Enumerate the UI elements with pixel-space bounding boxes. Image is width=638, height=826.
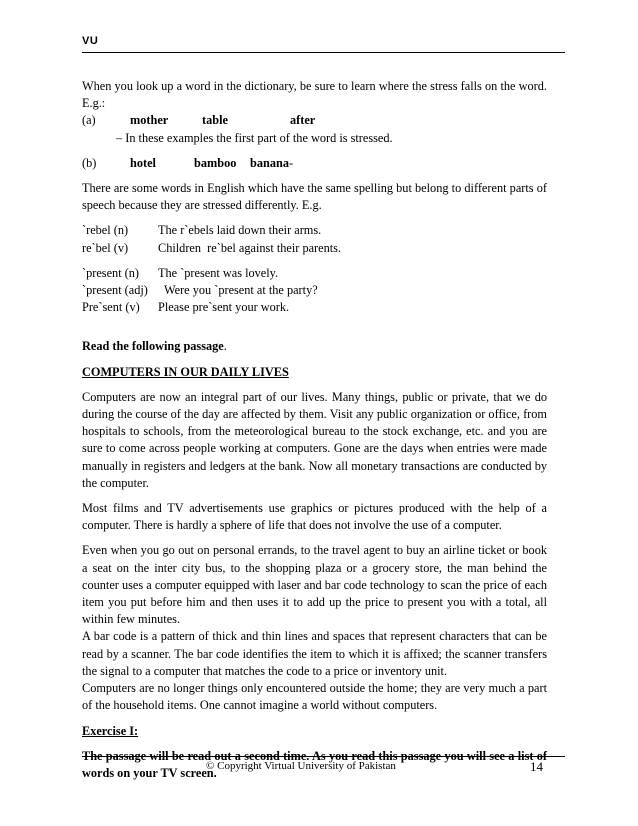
passage-paragraph-3: Even when you go out on personal errands, to the travel agent to buy an airline ticket or book a seat on the inter city bus, to the shopping plaza or a grocery store, the man behind the counter uses a computer equipped with laser and bar code technology to scan the price of each item you put before him and then uses it to add up the price to present you with a total, all within few minutes. — [82, 543, 547, 627]
stress-row — [82, 222, 547, 239]
passage-paragraph-5: Computers are no longer things only encountered outside the home; they are very much a part of the household items. One cannot imagine a world without computers. — [82, 681, 547, 713]
read-instruction — [82, 338, 547, 355]
example-a-label: (a) — [82, 113, 96, 128]
stress-sentence: The r`ebels laid down their arms. — [158, 223, 322, 238]
read-instruction-tail: . — [223, 339, 227, 354]
example-b-row — [82, 155, 547, 172]
stress-sentence: Children re`bel against their parents. — [158, 240, 342, 255]
intro-paragraph: When you look up a word in the dictionary, be sure to learn where the stress falls on the word. E.g.: — [82, 79, 547, 111]
passage-title — [82, 364, 547, 381]
example-b-word-2: bamboo — [194, 155, 237, 170]
stress-row — [82, 265, 547, 282]
passage-paragraph-4: A bar code is a pattern of thick and thin lines and spaces that represent characters that can be read by a scanner. The bar code identifies the item to which it is affixed; the scanner transfers the signal to a computer that matches the code to a price or inventory unit. — [82, 629, 547, 678]
stress-word: `present (n) — [82, 265, 140, 280]
footer-rule — [82, 756, 565, 757]
exercise-title-text: Exercise I: — [82, 723, 139, 738]
exercise-instruction-text: The passage will be read out a second time. As you read this passage you will see a list of words on your TV screen. — [82, 748, 547, 780]
stress-row — [82, 240, 547, 257]
example-b-word-1: hotel — [130, 155, 156, 170]
footer-copyright: © Copyright Virtual University of Pakistan — [206, 760, 396, 772]
example-a-row — [82, 112, 547, 129]
example-b-suffix: - — [288, 155, 294, 170]
example-b-label: (b) — [82, 155, 97, 170]
header-title: VU — [82, 35, 99, 47]
passage-paragraph-1: Computers are now an integral part of our lives. Many things, public or private, that we do during the course of the day are affected by them. Visit any public organization or office, from hospitals to schools, from the meteorological bureau to the stock exchange, etc. and you are sure to come across people working at computers. Gone are the days when entries were made manually in registers and ledgers at the bank. Now all monetary transactions are conducted by the computer. — [82, 389, 547, 490]
example-a-word-1: mother — [130, 113, 169, 128]
stress-word: Pre`sent (v) — [82, 300, 140, 315]
stress-row — [82, 282, 547, 299]
stress-word: `rebel (n) — [82, 223, 129, 238]
page-content — [82, 78, 547, 782]
page-number: 14 — [530, 759, 543, 774]
stress-sentence: The `present was lovely. — [158, 265, 279, 280]
read-instruction-text: Read the following passage — [82, 339, 224, 354]
example-a-word-3: after — [290, 113, 316, 128]
stress-sentence: Were you `present at the party? — [164, 283, 318, 298]
passage-paragraph-2: Most films and TV advertisements use graphics or pictures produced with the help of a computer. There is hardly a sphere of life that does not involve the use of a computer. — [82, 501, 547, 533]
spelling-paragraph: There are some words in English which have the same spelling but belong to different parts of speech because they are stressed differently. E.g. — [82, 181, 547, 213]
stress-word: `present (adj) — [82, 283, 148, 298]
passage-title-text: COMPUTERS IN OUR DAILY LIVES — [82, 364, 289, 379]
example-a-word-2: table — [202, 113, 228, 128]
stress-sentence: Please pre`sent your work. — [158, 300, 290, 315]
stress-row — [82, 299, 547, 316]
example-b-word-3: banana — [250, 155, 289, 170]
stress-word: re`bel (v) — [82, 240, 129, 255]
exercise-title — [82, 723, 547, 740]
header-rule — [82, 52, 565, 53]
example-a-note: – In these examples the first part of the word is stressed. — [116, 130, 393, 145]
